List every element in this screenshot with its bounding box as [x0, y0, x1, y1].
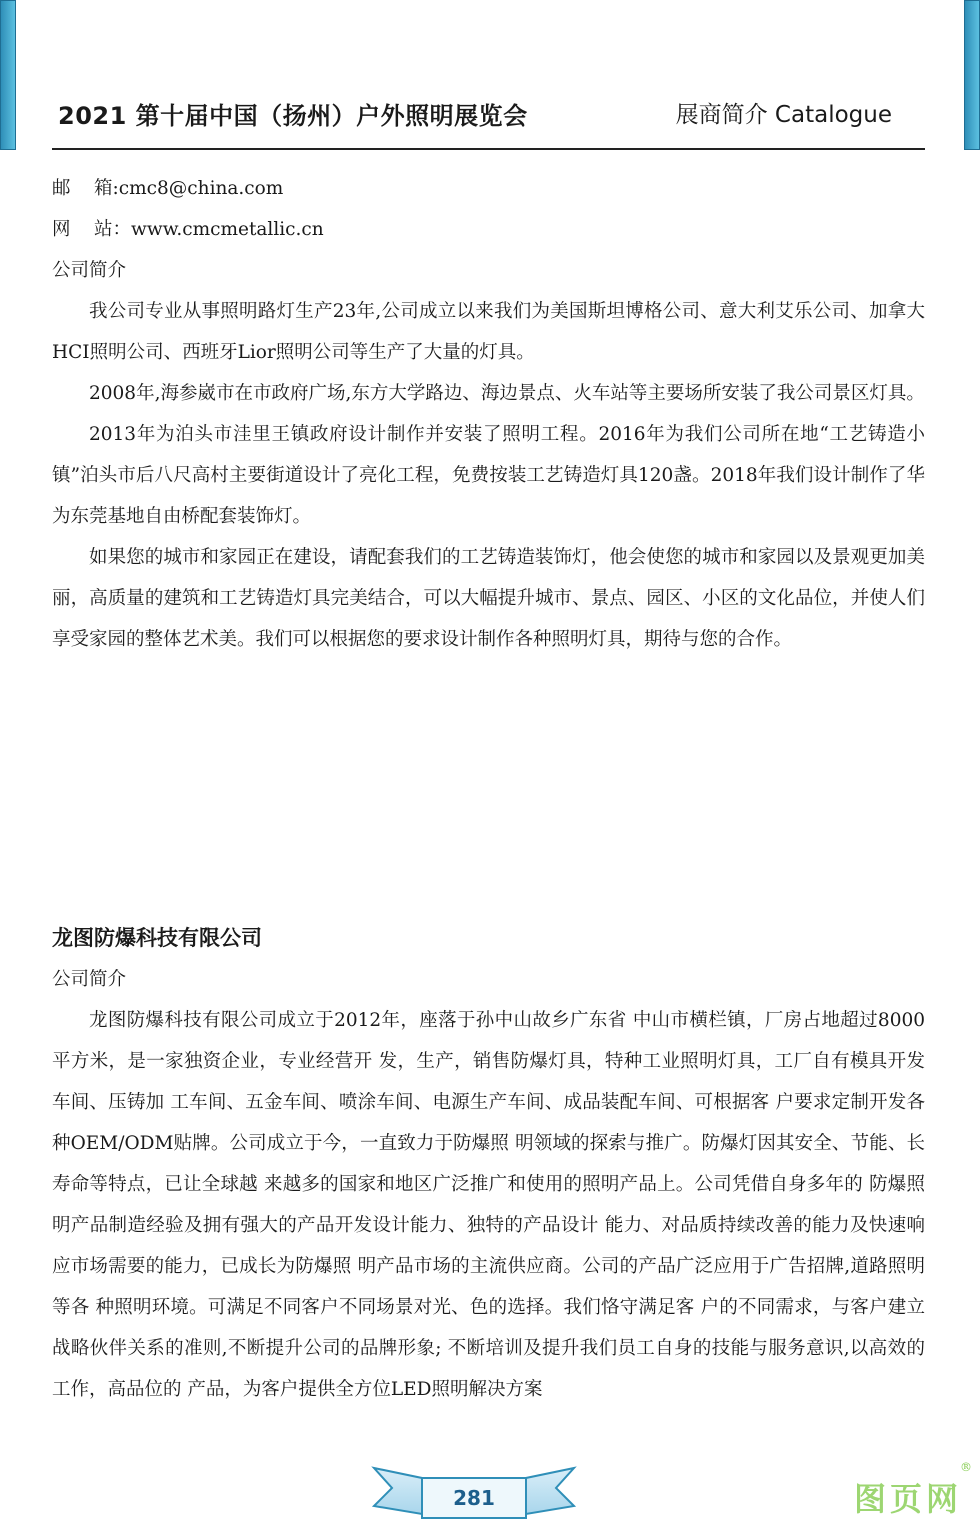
company1-section [52, 168, 925, 660]
page-number: 281 [453, 1486, 495, 1510]
company2-intro-label: 公司简介 [52, 969, 127, 990]
catalogue-label: 展商简介 Catalogue [675, 102, 892, 128]
right-edge-bar [964, 0, 980, 150]
watermark-logo: 图页网 [853, 1480, 962, 1518]
exhibition-title: 2021 第十届中国（扬州）户外照明展览会 [58, 102, 528, 130]
header-divider [52, 148, 925, 150]
company1-paragraph-1: 我公司专业从事照明路灯生产23年,公司成立以来我们为美国斯坦博格公司、意大利艾乐公司、加拿大HCI照明公司、西班牙Lior照明公司等生产了大量的灯具。 [52, 301, 925, 363]
company2-paragraph: 龙图防爆科技有限公司成立于2012年，座落于孙中山故乡广东省 中山市横栏镇，厂房占地超过8000平方米，是一家独资企业，专业经营开 发，生产，销售防爆灯具，特种工业照明灯具，工厂自有模具开发车间、压铸加 工车间、五金车间、喷涂车间、电源生产车间、成品装配车间、可根据客 户要求定制开发各种OEM/ODM贴牌。公司成立于今，一直致力于防爆照 明领域的探索与推广。防爆灯因其安全、节能、长寿命等特点，已让全球越 来越多的国家和地区广泛推广和使用的照明产品上。公司凭借自身多年的 防爆照明产品制造经验及拥有强大的产品开发设计能力、独特的产品设计 能力、对品质持续改善的能力及快速响应市场需要的能力，已成长为防爆照 明产品市场的主流供应商。公司的产品广泛应用于广告招牌,道路照明等各 种照明环境。可满足不同客户不同场景对光、色的选择。我们恪守满足客 户的不同需求，与客户建立战略伙伴关系的准则,不断提升公司的品牌形象; 不断培训及提升我们员工自身的技能与服务意识,以高效的工作，高品位的 产品，为客户提供全方位LED照明解决方案 [52, 1010, 925, 1400]
company2-name: 龙图防爆科技有限公司 [52, 926, 262, 950]
page-header [58, 96, 892, 136]
left-edge-bar [0, 0, 16, 150]
company1-intro-label: 公司简介 [52, 260, 127, 281]
website-line: 网 站：www.cmcmetallic.cn [52, 219, 324, 240]
registered-mark-icon: ® [960, 1460, 972, 1474]
page-footer [370, 1464, 578, 1522]
company2-section [52, 918, 925, 1410]
email-line: 邮 箱:cmc8@china.com [52, 178, 284, 199]
company1-paragraph-3: 2013年为泊头市洼里王镇政府设计制作并安装了照明工程。2016年为我们公司所在地“工艺铸造小镇”泊头市后八尺高村主要街道设计了亮化工程，免费按装工艺铸造灯具120盏。2018年我们设计制作了华为东莞基地自由桥配套装饰灯。 [52, 424, 925, 527]
company1-paragraph-4: 如果您的城市和家园正在建设，请配套我们的工艺铸造装饰灯，他会使您的城市和家园以及景观更加美丽，高质量的建筑和工艺铸造灯具完美结合，可以大幅提升城市、景点、园区、小区的文化品位，并使人们享受家园的整体艺术美。我们可以根据您的要求设计制作各种照明灯具，期待与您的合作。 [52, 547, 925, 650]
company1-paragraph-2: 2008年,海参崴市在市政府广场,东方大学路边、海边景点、火车站等主要场所安装了我公司景区灯具。 [89, 383, 925, 404]
